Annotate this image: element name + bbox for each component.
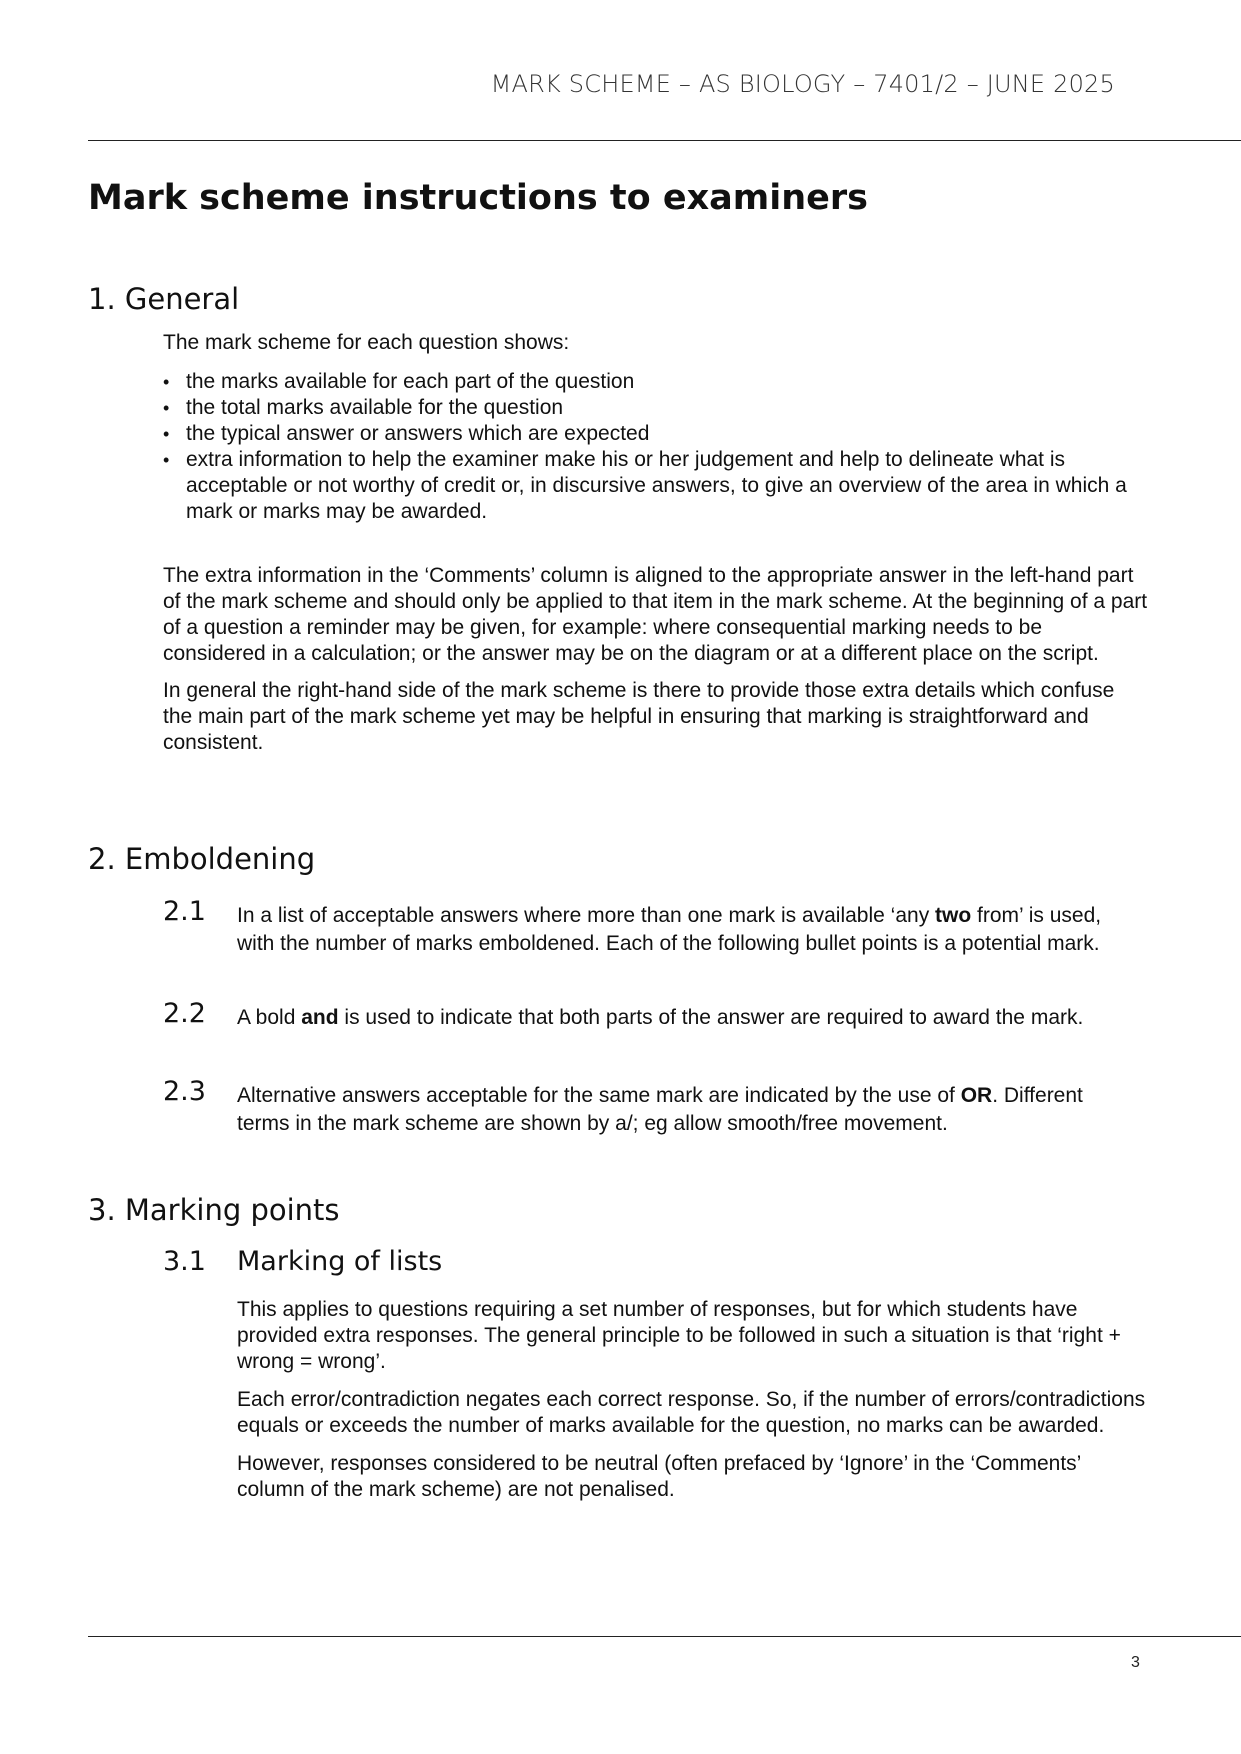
item-text: Alternative answers acceptable for the same mark are indicated by the use of OR. Different terms in the mark scheme are shown by a/; eg allow smooth/free movement.: [237, 1084, 1083, 1135]
item-text: A bold and is used to indicate that both parts of the answer are required to award the mark.: [237, 1006, 1084, 1029]
numbered-item-2-3: [163, 1076, 1148, 1138]
page-number: 3: [1131, 1654, 1140, 1671]
subsection-title: Marking of lists: [237, 1246, 443, 1277]
item-number: 2.2: [163, 998, 206, 1029]
paragraph: However, responses considered to be neutral (often prefaced by ‘Ignore’ in the ‘Comments’ column of the mark scheme) are not penalised.: [237, 1452, 1081, 1501]
numbered-item-2-2: [163, 998, 1148, 1032]
bold-term: and: [301, 1006, 339, 1029]
right-hand-side-paragraph: In general the right-hand side of the mark scheme is there to provide those extra details which confuse the main part of the mark scheme yet may be helpful in ensuring that marking is straightforward and consistent.: [163, 679, 1115, 754]
list-item: • extra information to help the examiner make his or her judgement and help to delineate what is acceptable or not worthy of credit or, in discursive answers, to give an overview of the area in which a mark or marks may be awarded.: [163, 447, 1148, 525]
running-header: MARK SCHEME – AS BIOLOGY – 7401/2 – JUNE 2025: [490, 70, 1115, 98]
general-intro: The mark scheme for each question shows:: [163, 331, 570, 354]
comments-column-paragraph: The extra information in the ‘Comments’ column is aligned to the appropriate answer in the left-hand part of the mark scheme and should only be applied to that item in the mark scheme. At the beginning of a part of a question a reminder may be given, for example: where consequential marking needs to be considered in a calculation; or the answer may be on the diagram or at a different place on the script.: [163, 564, 1148, 665]
list-item: • the marks available for each part of the question: [163, 369, 1148, 395]
paragraph: Each error/contradiction negates each correct response. So, if the number of errors/contradictions equals or exceeds the number of marks available for the question, no marks can be awarded.: [237, 1388, 1146, 1437]
list-item: • the typical answer or answers which are expected: [163, 421, 1148, 447]
header-rule: [88, 140, 1241, 141]
general-bullet-list: [163, 369, 1148, 525]
page-title: Mark scheme instructions to examiners: [88, 178, 869, 218]
footer-rule: [88, 1636, 1241, 1637]
list-item: • the total marks available for the question: [163, 395, 1148, 421]
item-number: 2.3: [163, 1076, 206, 1107]
numbered-item-2-1: [163, 896, 1148, 958]
section-heading-general: 1. General: [88, 282, 240, 316]
item-number: 2.1: [163, 896, 206, 927]
bold-term: two: [935, 904, 972, 927]
paragraph: This applies to questions requiring a set number of responses, but for which students have provided extra responses. The general principle to be followed in such a situation is that ‘right + wrong = wrong’.: [237, 1298, 1121, 1373]
subsection-number: 3.1: [163, 1246, 206, 1277]
section-heading-marking-points: 3. Marking points: [88, 1193, 340, 1227]
general-content: [163, 330, 1148, 756]
section-heading-emboldening: 2. Emboldening: [88, 842, 316, 876]
marking-of-lists-content: [237, 1297, 1149, 1503]
bold-term: OR: [960, 1084, 993, 1107]
item-text: In a list of acceptable answers where more than one mark is available ‘any two from’ is used, with the number of marks emboldened. Each of the following bullet points is a potential mark.: [237, 904, 1102, 955]
